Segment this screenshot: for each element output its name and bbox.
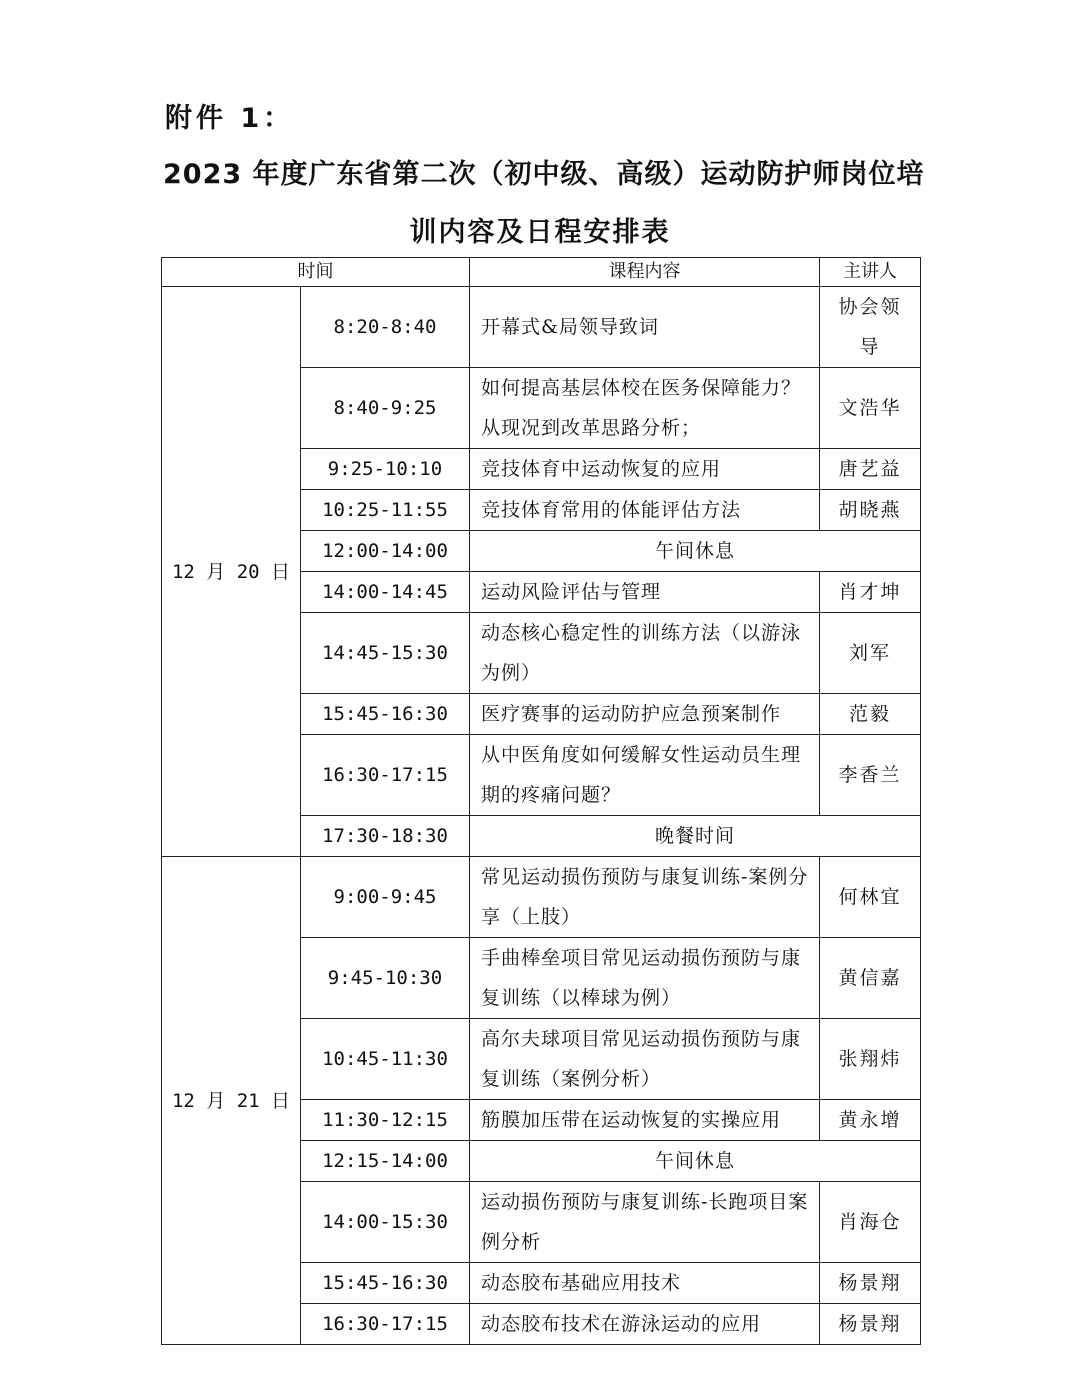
session-time: 8:40-9:25: [301, 368, 470, 449]
session-speaker: 协会领导: [820, 287, 921, 368]
session-time: 10:45-11:30: [301, 1019, 470, 1100]
session-time: 16:30-17:15: [301, 735, 470, 816]
session-topic: 动态胶布基础应用技术: [470, 1263, 820, 1304]
session-topic: 动态核心稳定性的训练方法（以游泳为例）: [470, 613, 820, 694]
session-time: 12:15-14:00: [301, 1141, 470, 1182]
header-speaker: 主讲人: [820, 258, 921, 287]
header-time: 时间: [162, 258, 470, 287]
session-topic: 如何提高基层体校在医务保障能力？从现况到改革思路分析；: [470, 368, 820, 449]
session-topic: 高尔夫球项目常见运动损伤预防与康复训练（案例分析）: [470, 1019, 820, 1100]
session-speaker: 范毅: [820, 694, 921, 735]
schedule-table: [161, 257, 921, 1345]
table-row: [162, 287, 921, 368]
session-time: 17:30-18:30: [301, 816, 470, 857]
session-speaker: 黄永增: [820, 1100, 921, 1141]
day-date: 12 月 21 日: [162, 857, 301, 1345]
session-topic: 竞技体育常用的体能评估方法: [470, 490, 820, 531]
session-speaker: 胡晓燕: [820, 490, 921, 531]
session-time: 11:30-12:15: [301, 1100, 470, 1141]
session-topic: 从中医角度如何缓解女性运动员生理期的疼痛问题？: [470, 735, 820, 816]
session-time: 8:20-8:40: [301, 287, 470, 368]
session-speaker: 肖海仓: [820, 1182, 921, 1263]
session-time: 14:00-15:30: [301, 1182, 470, 1263]
session-speaker: 何林宜: [820, 857, 921, 938]
session-time: 9:45-10:30: [301, 938, 470, 1019]
session-speaker: 文浩华: [820, 368, 921, 449]
session-time: 9:25-10:10: [301, 449, 470, 490]
session-time: 15:45-16:30: [301, 694, 470, 735]
session-time: 14:00-14:45: [301, 572, 470, 613]
session-time: 10:25-11:55: [301, 490, 470, 531]
document-title-line-1: 2023 年度广东省第二次（初中级、高级）运动防护师岗位培: [163, 159, 925, 190]
session-topic: 竞技体育中运动恢复的应用: [470, 449, 820, 490]
break-label: 午间休息: [470, 1141, 921, 1182]
session-speaker: 李香兰: [820, 735, 921, 816]
session-time: 16:30-17:15: [301, 1304, 470, 1345]
session-speaker: 刘军: [820, 613, 921, 694]
session-time: 9:00-9:45: [301, 857, 470, 938]
session-topic: 医疗赛事的运动防护应急预案制作: [470, 694, 820, 735]
header-row: [162, 258, 921, 287]
attachment-label: 附件 1：: [165, 103, 295, 134]
break-label: 午间休息: [470, 531, 921, 572]
session-topic: 运动风险评估与管理: [470, 572, 820, 613]
session-topic: 开幕式&局领导致词: [470, 287, 820, 368]
session-topic: 常见运动损伤预防与康复训练-案例分享（上肢）: [470, 857, 820, 938]
session-topic: 动态胶布技术在游泳运动的应用: [470, 1304, 820, 1345]
document-title-line-2: 训内容及日程安排表: [409, 217, 671, 248]
session-time: 14:45-15:30: [301, 613, 470, 694]
session-speaker: 唐艺益: [820, 449, 921, 490]
header-content: 课程内容: [470, 258, 820, 287]
session-topic: 运动损伤预防与康复训练-长跑项目案例分析: [470, 1182, 820, 1263]
session-time: 15:45-16:30: [301, 1263, 470, 1304]
break-label: 晚餐时间: [470, 816, 921, 857]
session-time: 12:00-14:00: [301, 531, 470, 572]
session-speaker: 杨景翔: [820, 1263, 921, 1304]
day-date: 12 月 20 日: [162, 287, 301, 857]
session-topic: 手曲棒垒项目常见运动损伤预防与康复训练（以棒球为例）: [470, 938, 820, 1019]
session-speaker: 肖才坤: [820, 572, 921, 613]
table-row: [162, 857, 921, 938]
session-speaker: 杨景翔: [820, 1304, 921, 1345]
session-topic: 筋膜加压带在运动恢复的实操应用: [470, 1100, 820, 1141]
session-speaker: 张翔炜: [820, 1019, 921, 1100]
session-speaker: 黄信嘉: [820, 938, 921, 1019]
